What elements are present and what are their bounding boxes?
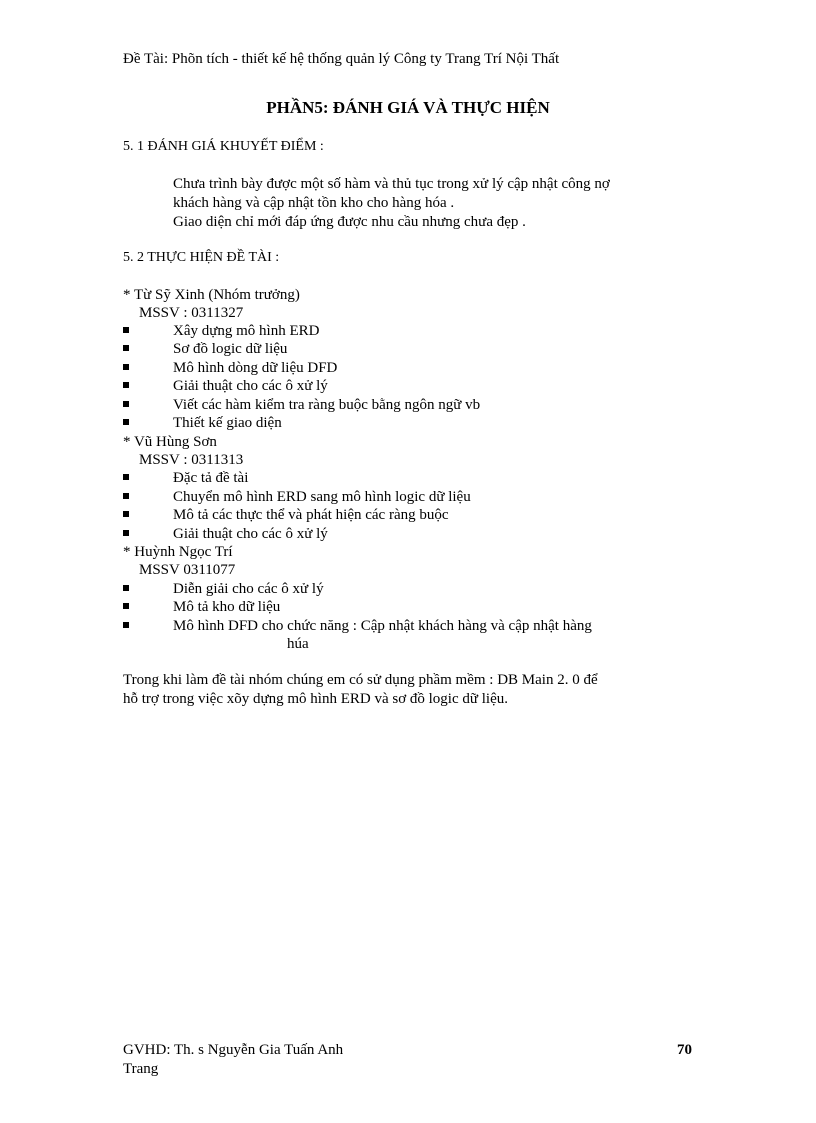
task-item: Mô tả kho dữ liệu [173, 599, 281, 615]
page-header: Đề Tài: Phõn tích - thiết kế hệ thống quản lý Công ty Trang Trí Nội Thất [123, 51, 560, 67]
task-item: Mô hình DFD cho chức năng : Cập nhật khách hàng và cập nhật hàng [173, 618, 592, 634]
bullet-icon [123, 364, 129, 370]
bullet-icon [123, 493, 129, 499]
bullet-icon [123, 511, 129, 517]
bullet-icon [123, 603, 129, 609]
section-1-heading: 5. 1 ĐÁNH GIÁ KHUYẾT ĐIỂM : [123, 139, 324, 154]
bullet-icon [123, 382, 129, 388]
footer-advisor: GVHD: Th. s Nguyễn Gia Tuấn Anh [123, 1042, 344, 1058]
task-item: Giải thuật cho các ô xử lý [173, 526, 328, 542]
task-item: Đặc tả đề tài [173, 470, 249, 486]
member-mssv: MSSV 0311077 [139, 562, 236, 578]
task-item: Mô tả các thực thể và phát hiện các ràng buộc [173, 507, 449, 523]
bullet-icon [123, 585, 129, 591]
member-mssv: MSSV : 0311327 [139, 305, 244, 321]
task-item: Thiết kế giao diện [173, 415, 282, 431]
page-title: PHẦN5: ĐÁNH GIÁ VÀ THỰC HIỆN [266, 98, 550, 117]
conclusion-line: Trong khi làm đề tài nhóm chúng em có sử dụng phầm mềm : DB Main 2. 0 để [123, 672, 598, 688]
paragraph-line: khách hàng và cập nhật tồn kho cho hàng hóa . [173, 195, 455, 211]
task-item: Chuyển mô hình ERD sang mô hình logic dữ liệu [173, 489, 471, 505]
bullet-icon [123, 345, 129, 351]
task-item: Xây dựng mô hình ERD [173, 323, 320, 339]
conclusion-line: hỗ trợ trong việc xõy dựng mô hình ERD và sơ đồ logic dữ liệu. [123, 691, 508, 707]
paragraph-line: Giao diện chỉ mới đáp ứng được nhu cầu nhưng chưa đẹp . [173, 214, 526, 230]
page-number: 70 [677, 1042, 692, 1058]
member-mssv: MSSV : 0311313 [139, 452, 244, 468]
member-name: * Từ Sỹ Xinh (Nhóm trưởng) [123, 287, 300, 303]
bullet-icon [123, 622, 129, 628]
bullet-icon [123, 474, 129, 480]
task-item: Diễn giải cho các ô xử lý [173, 581, 324, 597]
section-2-heading: 5. 2 THỰC HIỆN ĐỀ TÀI : [123, 250, 280, 265]
bullet-icon [123, 401, 129, 407]
task-item: Giải thuật cho các ô xử lý [173, 378, 328, 394]
paragraph-line: Chưa trình bày được một số hàm và thủ tục trong xử lý cập nhật công nợ [173, 176, 610, 192]
footer-trang-label: Trang [123, 1061, 159, 1077]
task-item-continuation: húa [287, 636, 309, 652]
task-item: Viết các hàm kiểm tra ràng buộc bằng ngôn ngữ vb [173, 397, 481, 413]
member-name: * Huỳnh Ngọc Trí [123, 544, 233, 560]
task-item: Sơ đồ logic dữ liệu [173, 341, 288, 357]
bullet-icon [123, 327, 129, 333]
bullet-icon [123, 530, 129, 536]
task-item: Mô hình dòng dữ liệu DFD [173, 360, 338, 376]
member-name: * Vũ Hùng Sơn [123, 434, 217, 450]
bullet-icon [123, 419, 129, 425]
